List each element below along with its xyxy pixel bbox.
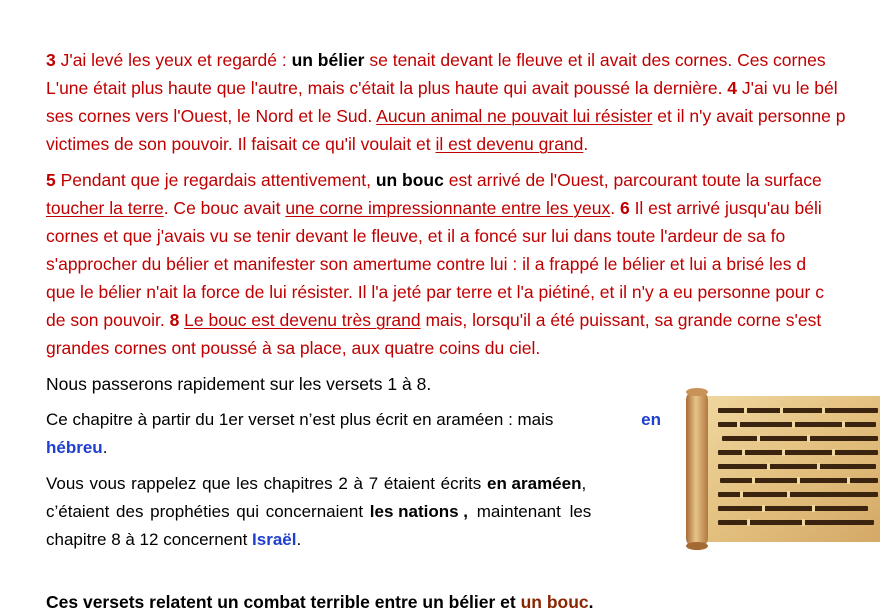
verse-number-8: 8	[169, 310, 180, 330]
p2-line-3: cornes et que j'avais vu se tenir devant le fleuve, et il a foncé sur lui dans toute l'ardeur de sa fo	[46, 226, 786, 246]
p2-line-7: grandes cornes ont poussé à sa place, aux quatre coins du ciel.	[46, 338, 541, 358]
note2-line-1	[46, 406, 661, 434]
text: mais, lorsqu'il a été puissant, sa grande corne s'est	[420, 310, 822, 330]
underlined-text: Aucun animal ne pouvait lui résister	[376, 106, 653, 126]
text: J'ai vu le bél	[737, 78, 838, 98]
bold-term: un bouc	[375, 170, 444, 190]
scroll-roll	[686, 390, 708, 548]
verse-number-4: 4	[727, 78, 738, 98]
roll-top	[686, 388, 708, 396]
text: .	[588, 592, 594, 612]
text: ,	[581, 474, 587, 493]
underlined-text: il est devenu grand	[435, 134, 584, 154]
note2-line-2	[46, 434, 661, 462]
p1-line-4	[46, 130, 880, 158]
bold-term: en	[641, 410, 661, 429]
final-statement	[46, 592, 594, 613]
text: maintenant les	[468, 502, 592, 521]
underlined-text: toucher la terre	[46, 198, 164, 218]
p2-line-1	[46, 166, 880, 194]
bold-term: en araméen	[486, 474, 582, 493]
underlined-text: Le bouc est devenu très grand	[184, 310, 421, 330]
verse-paragraph-2	[46, 166, 880, 362]
text: c’étaient des prophéties qui concernaient	[46, 502, 370, 521]
text: est arrivé de l'Ouest, parcourant toute la surface	[443, 170, 822, 190]
text: Pendant que je regardais attentivement,	[55, 170, 376, 190]
text: se tenait devant le fleuve et il avait des cornes. Ces cornes	[364, 50, 826, 70]
highlighted-term: un bouc	[520, 592, 589, 612]
spacer	[46, 158, 880, 166]
underlined-text: une corne impressionnante entre les yeux	[285, 198, 611, 218]
text: Ce chapitre à partir du 1er verset n’est plus écrit en araméen : mais	[46, 410, 554, 429]
p1-line-1	[46, 46, 880, 74]
text: ses cornes vers l'Ouest, le Nord et le Sud.	[46, 106, 377, 126]
bold-term: un bélier	[291, 50, 365, 70]
verse-number-5: 5	[46, 170, 56, 190]
text: . Ce bouc avait	[163, 198, 286, 218]
text: Vous vous rappelez que les chapitres 2 à 7 étaient écrits	[46, 474, 487, 493]
spacer	[46, 362, 880, 370]
text: Il est arrivé jusqu'au béli	[629, 198, 822, 218]
text: de son pouvoir.	[46, 310, 170, 330]
verse-paragraph-1	[46, 46, 880, 158]
verse-number-6: 6	[619, 198, 630, 218]
roll-bottom	[686, 542, 708, 550]
text: .	[102, 438, 108, 457]
p2-line-2	[46, 194, 880, 222]
p2-line-5: que le bélier n'ait la force de lui résister. Il l'a jeté par terre et l'a piétiné, et il n'y a eu personne pour c	[46, 282, 824, 302]
text: J'ai levé les yeux et regardé :	[55, 50, 292, 70]
bold-term: hébreu	[46, 438, 103, 457]
note3-line-3	[46, 526, 661, 554]
note-versets: Nous passerons rapidement sur les versets 1 à 8.	[46, 374, 432, 394]
scroll-illustration	[682, 386, 880, 552]
note3-line-2	[46, 498, 661, 526]
note-chapitres	[46, 470, 661, 554]
note-hebreu	[46, 406, 661, 462]
text: chapitre 8 à 12 concernent	[46, 530, 253, 549]
p1-line-2	[46, 74, 880, 102]
text: L'une était plus haute que l'autre, mais c'était la plus haute qui avait poussé la dernière.	[46, 78, 728, 98]
torah-scroll-image	[682, 386, 880, 552]
p2-line-4: s'approcher du bélier et manifester son amertume contre lui : il a frappé le bélier et lui a brisé les d	[46, 254, 807, 274]
verse-number-3: 3	[46, 50, 56, 70]
text: victimes de son pouvoir. Il faisait ce qu'il voulait et	[46, 134, 436, 154]
note3-line-1	[46, 470, 661, 498]
text: .	[296, 530, 302, 549]
bold-term: Israël	[252, 530, 297, 549]
p2-line-6	[46, 306, 880, 334]
p1-line-3	[46, 102, 880, 130]
text: .	[610, 198, 620, 218]
hebrew-text-lines	[718, 408, 878, 525]
text: Ces versets relatent un combat terrible entre un bélier et	[46, 592, 521, 612]
bold-term: les nations ,	[369, 502, 469, 521]
text: .	[583, 134, 589, 154]
text: et il n'y avait personne p	[652, 106, 846, 126]
